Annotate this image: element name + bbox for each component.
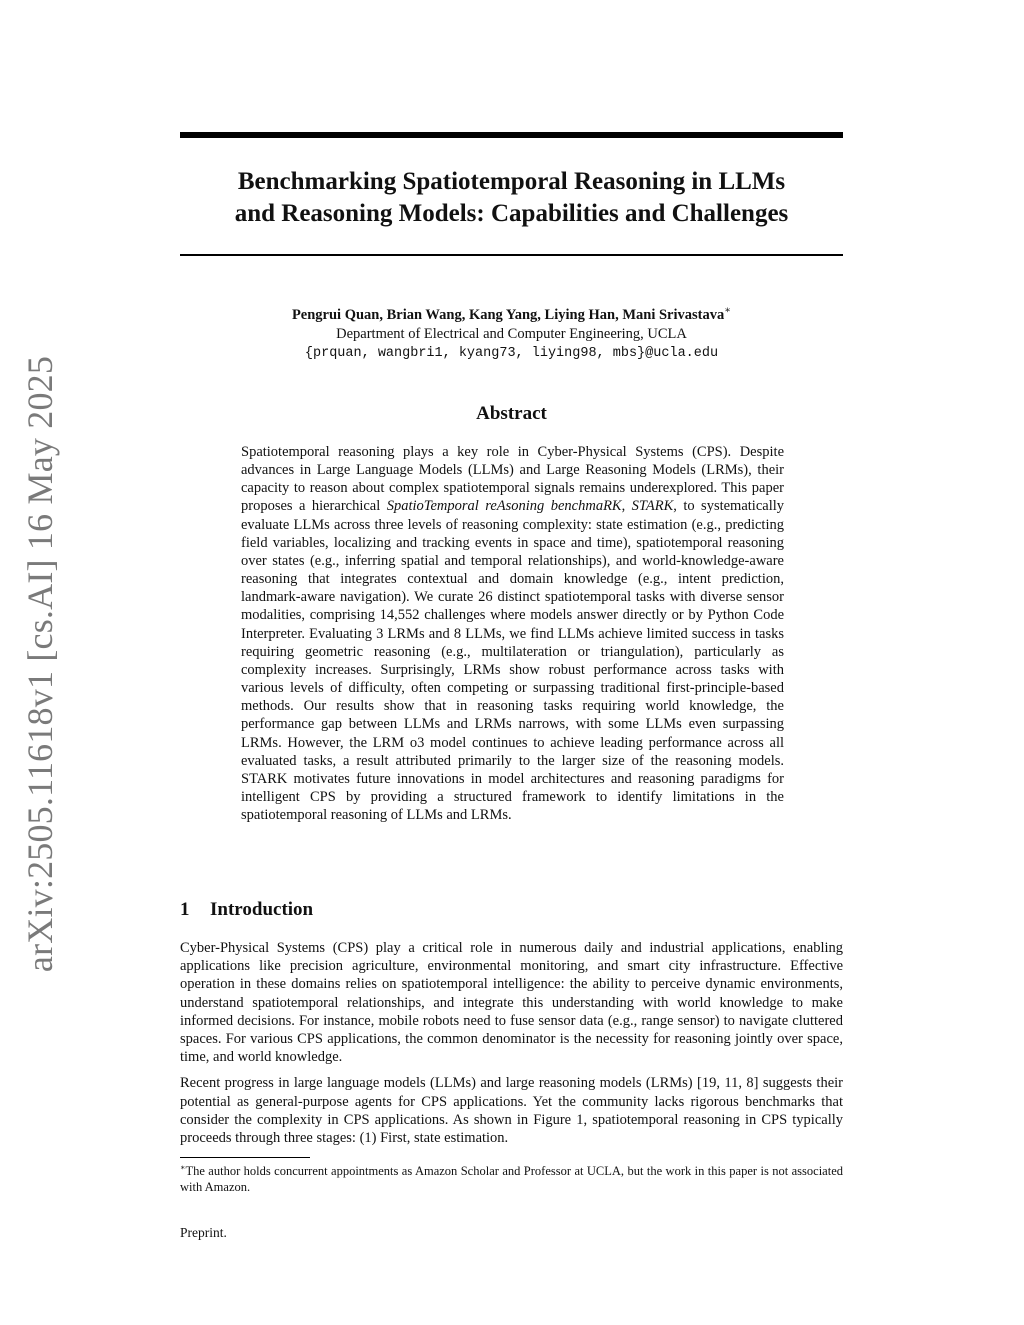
abstract-separator: ,: [621, 498, 632, 515]
title-line-1: Benchmarking Spatiotemporal Reasoning in LLMs: [237, 168, 786, 195]
title-bottom-rule: [180, 254, 843, 256]
title-top-rule: [180, 132, 843, 138]
section-heading-introduction: [180, 898, 313, 922]
author-list: Pengrui Quan, Brian Wang, Kang Yang, Liying Han, Mani Srivastava: [291, 306, 725, 323]
intro-paragraph-1: Cyber-Physical Systems (CPS) play a critical role in numerous daily and industrial applications, enabling applications like precision agriculture, environmental monitoring, and smart city infrastructure. Effective operation in these domains relies on spatiotemporal intelligence: the ability to perceive dynamic environments, understand spatiotemporal relationships, and integrate this understanding with world knowledge to make informed decisions. For instance, mobile robots need to fuse sensor data (e.g., range sensor) to navigate cluttered spaces. For various CPS applications, the common denominator is the necessity for reasoning jointly over space, time, and world knowledge.: [180, 940, 843, 1066]
arxiv-stamp: arXiv:2505.11618v1 [cs.AI] 16 May 2025: [20, 355, 60, 973]
footnote-text: The author holds concurrent appointments as Amazon Scholar and Professor at UCLA, but the work in this paper is not associated with Amazon.: [180, 1164, 843, 1195]
author-affiliation: Department of Electrical and Computer Engineering, UCLA: [336, 325, 687, 342]
affiliation-mark: ∗: [724, 305, 732, 316]
preprint-label: Preprint.: [180, 1225, 227, 1240]
section-number: 1: [180, 899, 190, 920]
footnote-mark: ∗: [180, 1163, 186, 1172]
abstract-text-1: Spatiotemporal reasoning plays a key role in Cyber-Physical Systems (CPS). Despite advances in Large Language Models (LLMs) and Large Reasoning Models (LRMs), their capacity to reason about complex spatiotemporal signals remains underexplored. This paper proposes a hierarchical: [241, 444, 784, 515]
paper-title: [180, 166, 843, 230]
benchmark-short-name: STARK: [631, 498, 674, 515]
abstract-text-2: , to systematically evaluate LLMs across three levels of reasoning complexity: state estimation (e.g., predicting field variables, localizing and tracking events in space and time), spatiotemporal reasoning over states (e.g., inferring spatial and temporal relationships), and world-knowledge-aware reasoning that integrates contextual and domain knowledge (e.g., intent prediction, landmark-aware navigation). We curate 26 distinct spatiotemporal tasks with diverse sensor modalities, comprising 14,552 challenges where models answer directly or by Python Code Interpreter. Evaluating 3 LRMs and 8 LLMs, we find LLMs achieve limited success in tasks requiring geometric reasoning (e.g., multilateration or triangulation), particularly as complexity increases. Surprisingly, LRMs show robust performance across tasks with various levels of difficulty, often competing or surpassing traditional first-principle-based methods. Our results show that in reasoning tasks requiring world knowledge, the performance gap between LLMs and LRMs narrows, with some LLMs even surpassing LRMs. However, the LRM o3 model continues to achieve leading performance across all evaluated tasks, a result attributed primarily to the larger size of the reasoning models. STARK motivates future innovations in model architectures and reasoning paradigms for intelligent CPS by providing a structured framework to identify limitations in the spatiotemporal reasoning of LLMs and LRMs.: [241, 498, 785, 824]
introduction-body: [180, 939, 843, 1155]
abstract-body: [241, 443, 784, 824]
section-title: Introduction: [210, 899, 314, 920]
title-line-2: and Reasoning Models: Capabilities and Challenges: [234, 200, 789, 227]
abstract-heading: Abstract: [476, 403, 547, 424]
author-block: [180, 301, 843, 363]
author-names: [180, 301, 843, 325]
benchmark-name: SpatioTemporal reAsoning benchmaRK: [386, 498, 622, 515]
intro-paragraph-2: Recent progress in large language models (LLMs) and large reasoning models (LRMs) [19, 11, 8] suggests their potential as general-purpose agents for CPS applications. Yet the community lacks rigorous benchmarks that consider the complexity in CPS applications. As shown in Figure 1, spatiotemporal reasoning in CPS typically proceeds through three stages: (1) First, state estimation.: [180, 1075, 843, 1147]
footnote-rule: [180, 1157, 310, 1158]
footnote: [180, 1160, 843, 1195]
author-emails: {prquan, wangbri1, kyang73, liying98, mbs}@ucla.edu: [304, 345, 719, 361]
